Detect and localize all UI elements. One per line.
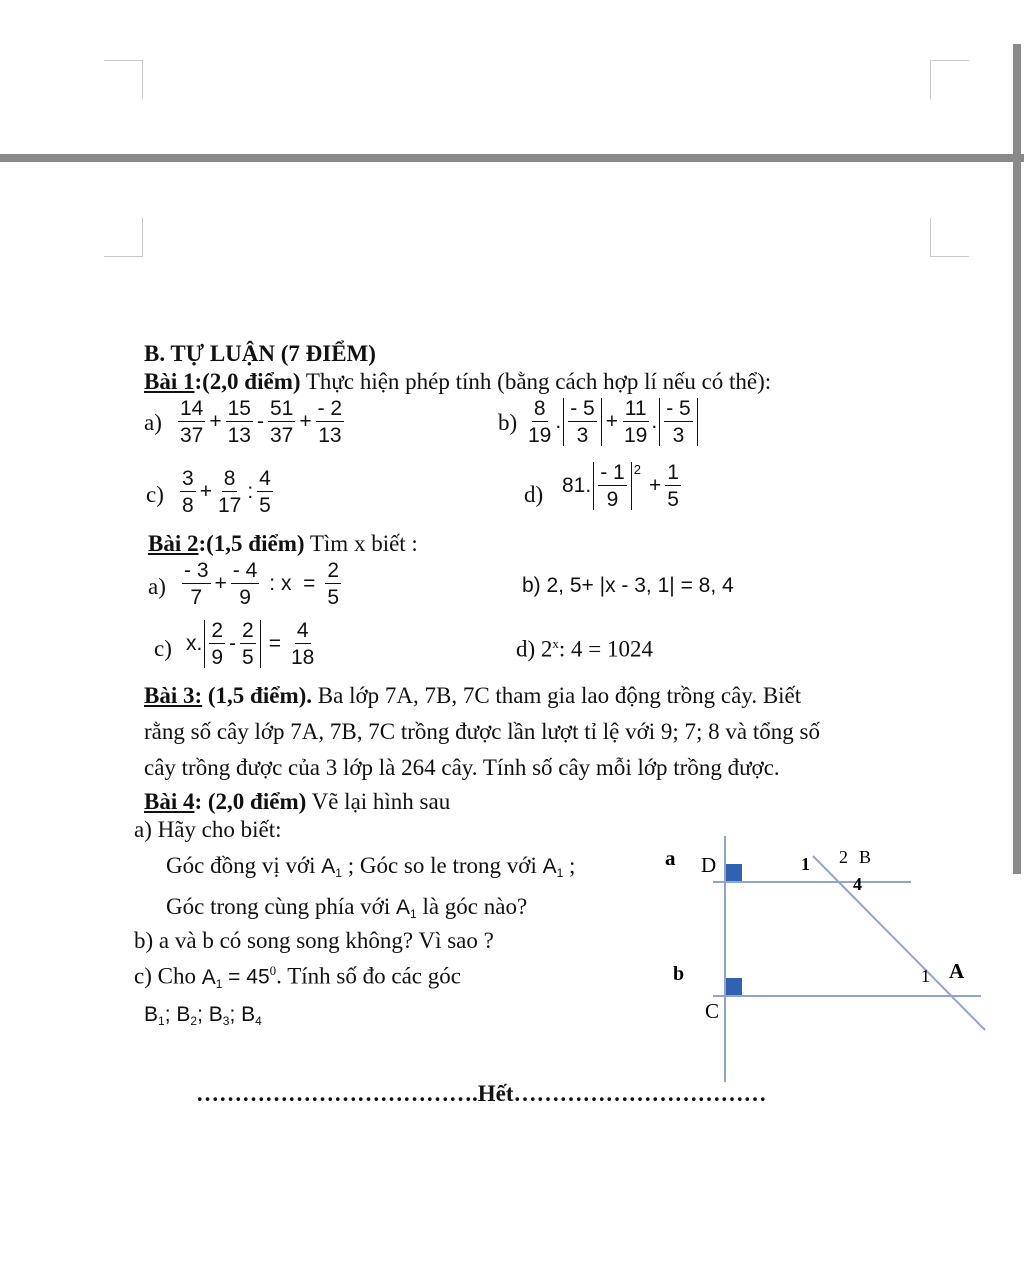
bai4-angles-list: $B_1$; $B_2$; $B_3$; $B_4$	[144, 1003, 262, 1028]
fraction: $\frac{- 3}{7}$	[184, 559, 209, 609]
angle-symbol: $A_1$	[395, 896, 417, 921]
bai1-a-label: a)	[144, 410, 162, 435]
bai4-c-line: c) Cho $A_1 = 45^0$. Tính số đo các góc	[134, 963, 461, 991]
geometry-figure	[655, 830, 995, 1090]
bai1-instruction: Thực hiện phép tính (bằng cách hợp lí nếu có thể):	[305, 369, 772, 394]
bai2-c-expression: x. $\frac{2}{9}$ - $\frac{2}{5}$ = $\frac{4}{18}$	[186, 619, 315, 669]
fraction: $\frac{2}{5}$	[327, 559, 340, 609]
fraction: $\frac{- 4}{9}$	[232, 559, 258, 609]
bai4-heading: Bài 4	[144, 789, 195, 814]
section-title: B. TỰ LUẬN (7 ĐIỂM)	[144, 341, 376, 366]
corner-mark-bottom-right	[930, 218, 969, 257]
label-D: D	[701, 853, 717, 877]
label-b: b	[673, 963, 685, 985]
fraction: $\frac{- 2}{13}$	[317, 397, 343, 447]
bai2-b-expression: b) 2, 5+ |x - 3, 1| = 8, 4	[522, 574, 734, 597]
bai1-b-label: b)	[498, 410, 518, 435]
bai1-d-expression: 81. $\frac{- 1}{9}$ $^2$ + $\frac{1}{5}$	[562, 461, 679, 511]
end-marker: ……………………………….Hết……………………………	[196, 1081, 767, 1106]
angle-symbol: $A_1$	[321, 855, 342, 880]
fraction: $\frac{3}{8}$	[182, 467, 194, 517]
fraction: $\frac{11}{19}$	[623, 397, 648, 447]
fraction: $\frac{8}{17}$	[217, 467, 242, 517]
corner-mark-top-right	[930, 60, 969, 99]
bai2-a-label: a)	[148, 574, 166, 599]
label-1-bottom: 1	[921, 966, 930, 986]
vertical-scrollbar[interactable]	[1013, 44, 1021, 874]
fraction: $\frac{8}{19}$	[528, 397, 552, 447]
bai3-line-2: rằng số cây lớp 7A, 7B, 7C trồng được lần lượt tỉ lệ với 9; 7; 8 và tổng số	[144, 719, 820, 744]
bai4-a-line: a) Hãy cho biết:	[134, 817, 282, 842]
bai2-heading: Bài 2	[148, 531, 199, 556]
fraction: $\frac{15}{13}$	[227, 397, 251, 447]
bai2-d-expression: d) 2$^x$: 4 = 1024	[516, 636, 654, 662]
fraction: $\frac{51}{37}$	[269, 397, 294, 447]
corner-mark-bottom-left	[104, 218, 143, 257]
angle-symbol: $A_1$	[201, 965, 223, 991]
bai2-points: :(1,5 điểm)	[198, 531, 305, 556]
label-4: 4	[853, 874, 862, 894]
bai1-points: :(2,0 điểm)	[194, 369, 301, 394]
bai1-a-expression: $\frac{14}{37}$ + $\frac{15}{13}$ - $\frac{51}{37}$ + $\frac{- 2}{13}$	[180, 397, 343, 447]
bai3-line-3: cây trồng được của 3 lớp là 264 cây. Tính số cây mỗi lớp trồng được.	[144, 755, 780, 780]
bai3-line-1: Bài 3: (1,5 điểm). Ba lớp 7A, 7B, 7C tham gia lao động trồng cây. Biết	[144, 683, 802, 708]
bai2-header	[148, 532, 418, 555]
bai4-b-line: b) a và b có song song không? Vì sao ?	[134, 928, 494, 953]
bai3-heading: Bài 3:	[144, 683, 203, 708]
angle-symbol: $A_1$	[542, 855, 564, 880]
bai4-instruction: Vẽ lại hình sau	[311, 789, 451, 814]
bai4-header	[144, 790, 450, 813]
fraction: $\frac{14}{37}$	[180, 397, 204, 447]
bai1-c-expression: $\frac{3}{8}$ + $\frac{8}{17}$ : $\frac{4}{5}$	[182, 467, 271, 517]
bai2-instruction: Tìm x biết :	[309, 531, 418, 556]
bai1-heading: Bài 1	[144, 369, 195, 394]
absolute-value: $\frac{- 5}{3}$	[659, 398, 698, 446]
label-C: C	[705, 999, 720, 1023]
absolute-value: $\frac{- 1}{9}$	[593, 462, 632, 510]
right-angle-marker-top	[726, 864, 742, 881]
bai1-c-label: c)	[146, 482, 164, 507]
bai2-a-expression: $\frac{- 3}{7}$ + $\frac{- 4}{9}$ : x = $\frac{2}{5}$	[184, 559, 340, 609]
label-a: a	[665, 846, 676, 870]
right-angle-marker-bottom	[726, 978, 742, 995]
label-A: A	[949, 959, 965, 983]
label-2: 2	[839, 847, 848, 867]
fraction: $\frac{4}{18}$	[290, 619, 315, 669]
bai2-c-label: c)	[154, 636, 172, 661]
bai3-points: (1,5 điểm).	[207, 683, 313, 708]
page-gap-divider	[0, 154, 1024, 162]
fraction: $\frac{4}{5}$	[259, 467, 271, 517]
bai1-header	[144, 370, 771, 393]
bai1-d-label: d)	[524, 482, 544, 507]
bai4-question-1: Góc đồng vị với $A_1$ ; Góc so le trong với $A_1$ ;	[166, 853, 576, 880]
label-1-top: 1	[801, 854, 810, 874]
absolute-value: $\frac{- 5}{3}$	[563, 398, 602, 446]
bai1-b-expression: $\frac{8}{19}$ . $\frac{- 5}{3}$ + $\frac{11}{19}$ . $\frac{- 5}{3}$	[524, 398, 700, 446]
label-B: B	[859, 847, 872, 867]
fraction: $\frac{1}{5}$	[667, 461, 679, 511]
corner-mark-top-left	[104, 60, 143, 99]
bai4-question-2: Góc trong cùng phía với $A_1$ là góc nào?	[166, 894, 528, 921]
bai4-points: : (2,0 điểm)	[194, 789, 307, 814]
absolute-value: $\frac{2}{9}$ - $\frac{2}{5}$	[204, 620, 260, 668]
